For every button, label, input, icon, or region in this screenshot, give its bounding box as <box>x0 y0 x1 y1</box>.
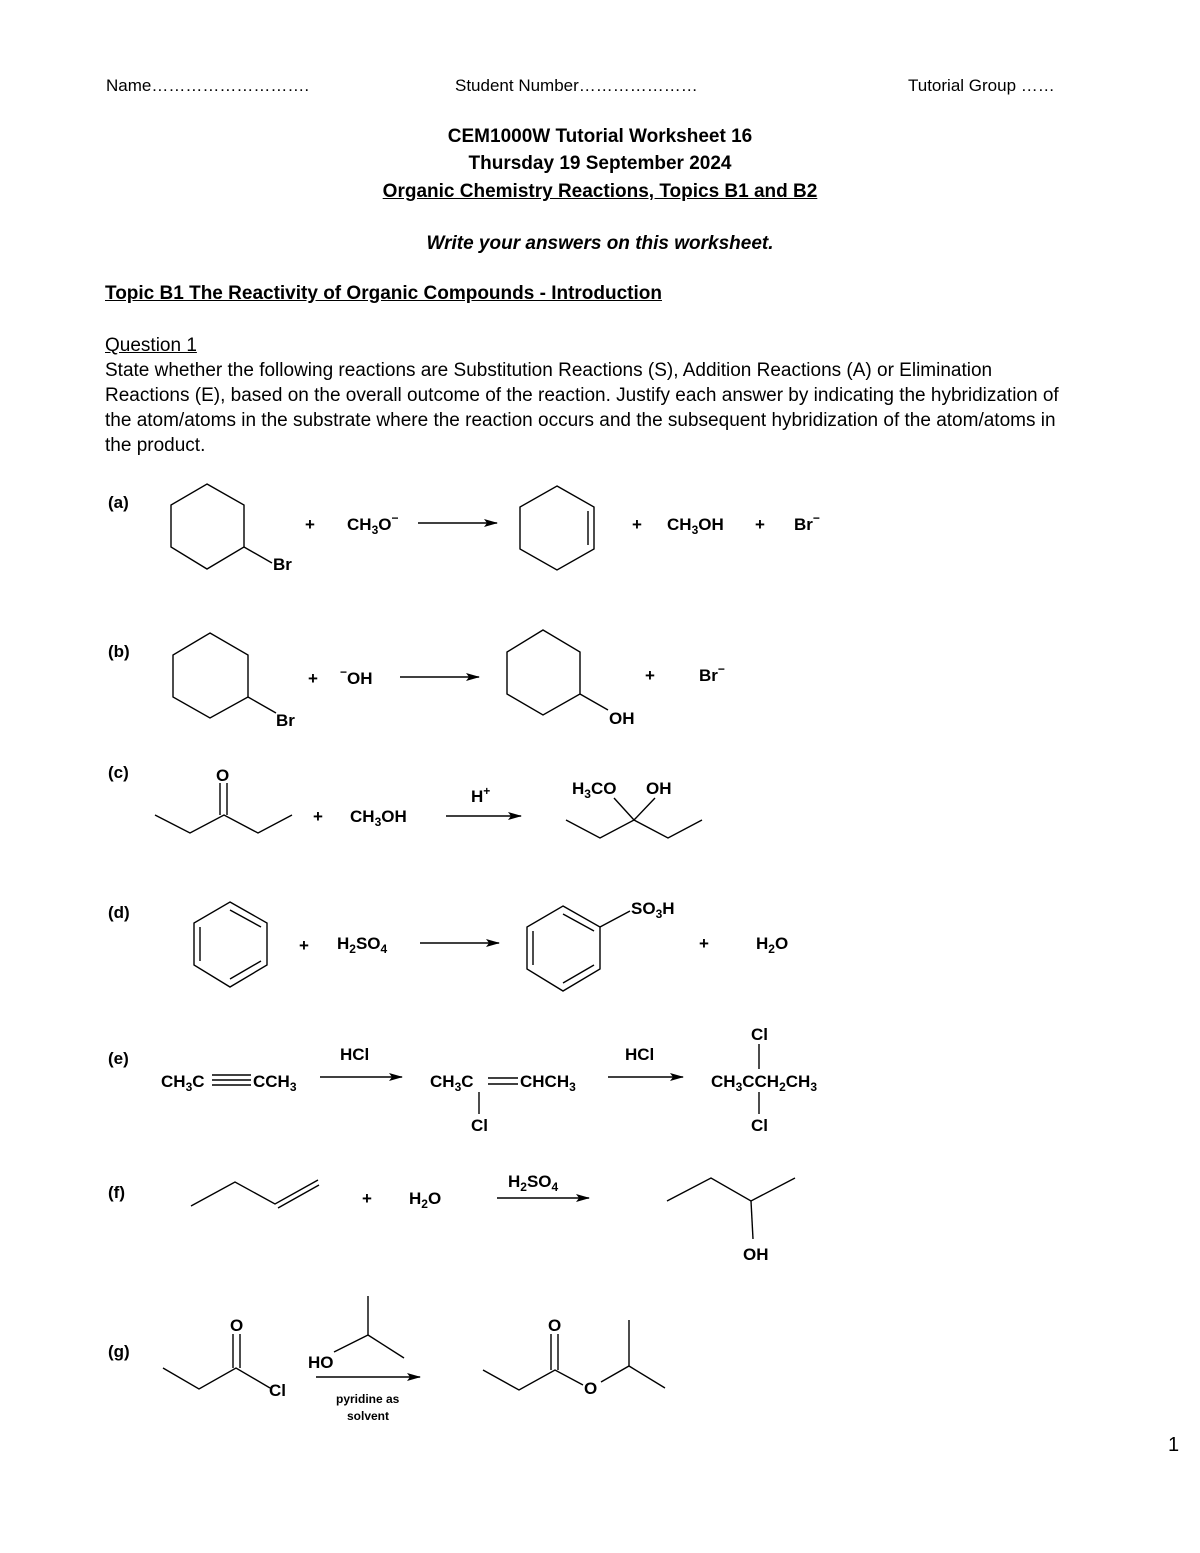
cyclohexane-ring-b <box>173 633 248 718</box>
cyclohexane-ring-a <box>171 484 244 569</box>
acyl-chloride-cl: Cl <box>269 1381 286 1400</box>
student-number-field: Student Number………………… <box>455 76 698 95</box>
plus-sign: + <box>632 515 642 534</box>
product-c-methoxy: $H_3CO$ <box>572 779 617 801</box>
topic-heading: Topic B1 The Reactivity of Organic Compounds - Introduction <box>105 283 663 304</box>
intermediate-e-cl: Cl <box>471 1116 488 1135</box>
ester-oxygen: O <box>584 1379 598 1398</box>
worksheet-instruction: Write your answers on this worksheet. <box>426 233 774 254</box>
reaction-label-c: (c) <box>108 763 129 782</box>
reaction-label-b: (b) <box>108 642 130 661</box>
product-c-hydroxyl: OH <box>646 779 672 798</box>
catalyst-f: $H_2SO_4$ <box>508 1172 559 1194</box>
reagent-f: $H_2O$ <box>409 1189 442 1211</box>
page-number: 1 <box>1168 1434 1180 1456</box>
substituent-br-a: Br <box>273 555 292 574</box>
product-e: $CH_3CCH_2CH_3$ <box>711 1072 818 1094</box>
reagent-g-ho: HO <box>308 1353 334 1372</box>
reagent-e2: HCl <box>625 1045 655 1064</box>
plus-sign: + <box>699 934 709 953</box>
tutorial-group-field: Tutorial Group …… <box>908 76 1055 95</box>
question-text: State whether the following reactions are Substitution Reactions (S), Addition Reactions (A) or Elimination Reactions (E), based on the overall outcome of the reaction. Justify each answer by indicating the hybridization of the atom/atoms in the substrate where the reaction occurs and the subsequent hybridization of the atom/atoms in the product. <box>105 360 1059 456</box>
product-b-bromide: Br− <box>699 662 725 685</box>
plus-sign: + <box>299 936 309 955</box>
product-b-oh: OH <box>609 709 635 728</box>
product-d-sulfonic: $SO_3H$ <box>631 899 675 921</box>
product-d-water: $H_2O$ <box>756 934 789 956</box>
carbonyl-oxygen-c: O <box>216 766 230 785</box>
plus-sign: + <box>362 1189 372 1208</box>
worksheet-title: CEM1000W Tutorial Worksheet 16 <box>447 126 753 147</box>
plus-sign: + <box>308 669 318 688</box>
substrate-e-right: $CCH_3$ <box>253 1072 297 1094</box>
product-a-bromide: Br− <box>794 511 820 534</box>
benzene-ring <box>194 902 267 987</box>
condition-g-line2: solvent <box>347 1409 390 1423</box>
ester-carbonyl-oxygen: O <box>548 1316 562 1335</box>
reaction-label-e: (e) <box>108 1049 129 1068</box>
product-e-cl-top: Cl <box>751 1025 768 1044</box>
name-field: Name………………………. <box>106 76 310 95</box>
substituent-br-b: Br <box>276 711 295 730</box>
product-e-cl-bottom: Cl <box>751 1116 768 1135</box>
carbonyl-oxygen-g: O <box>230 1316 244 1335</box>
reagent-c: $CH_3OH$ <box>350 807 407 829</box>
reagent-e1: HCl <box>340 1045 370 1064</box>
product-f-oh: OH <box>743 1245 769 1264</box>
intermediate-e-left: $CH_3C$ <box>430 1072 474 1094</box>
reagent-a: $CH_3O^-$ <box>347 511 399 537</box>
worksheet-subtitle: Organic Chemistry Reactions, Topics B1 and B2 <box>382 181 818 202</box>
reaction-label-a: (a) <box>108 493 129 512</box>
condition-g-line1: pyridine as <box>336 1392 400 1406</box>
reaction-label-g: (g) <box>108 1342 130 1361</box>
catalyst-c: H+ <box>471 784 491 806</box>
plus-sign: + <box>305 515 315 534</box>
cyclohexene-ring <box>520 486 594 570</box>
intermediate-e-right: $CHCH_3$ <box>520 1072 576 1094</box>
product-a-methanol: $CH_3OH$ <box>667 515 724 537</box>
plus-sign: + <box>645 666 655 685</box>
question-heading: Question 1 <box>105 335 197 356</box>
plus-sign: + <box>755 515 765 534</box>
plus-sign: + <box>313 807 323 826</box>
benzenesulfonic-acid-ring <box>527 906 600 991</box>
reagent-d: $H_2SO_4$ <box>337 934 388 956</box>
substrate-e-left: $CH_3C$ <box>161 1072 205 1094</box>
worksheet-date: Thursday 19 September 2024 <box>468 153 732 174</box>
reaction-label-f: (f) <box>108 1183 125 1202</box>
cyclohexanol-ring <box>507 630 580 715</box>
reaction-label-d: (d) <box>108 903 130 922</box>
reagent-b: −OH <box>340 665 373 688</box>
